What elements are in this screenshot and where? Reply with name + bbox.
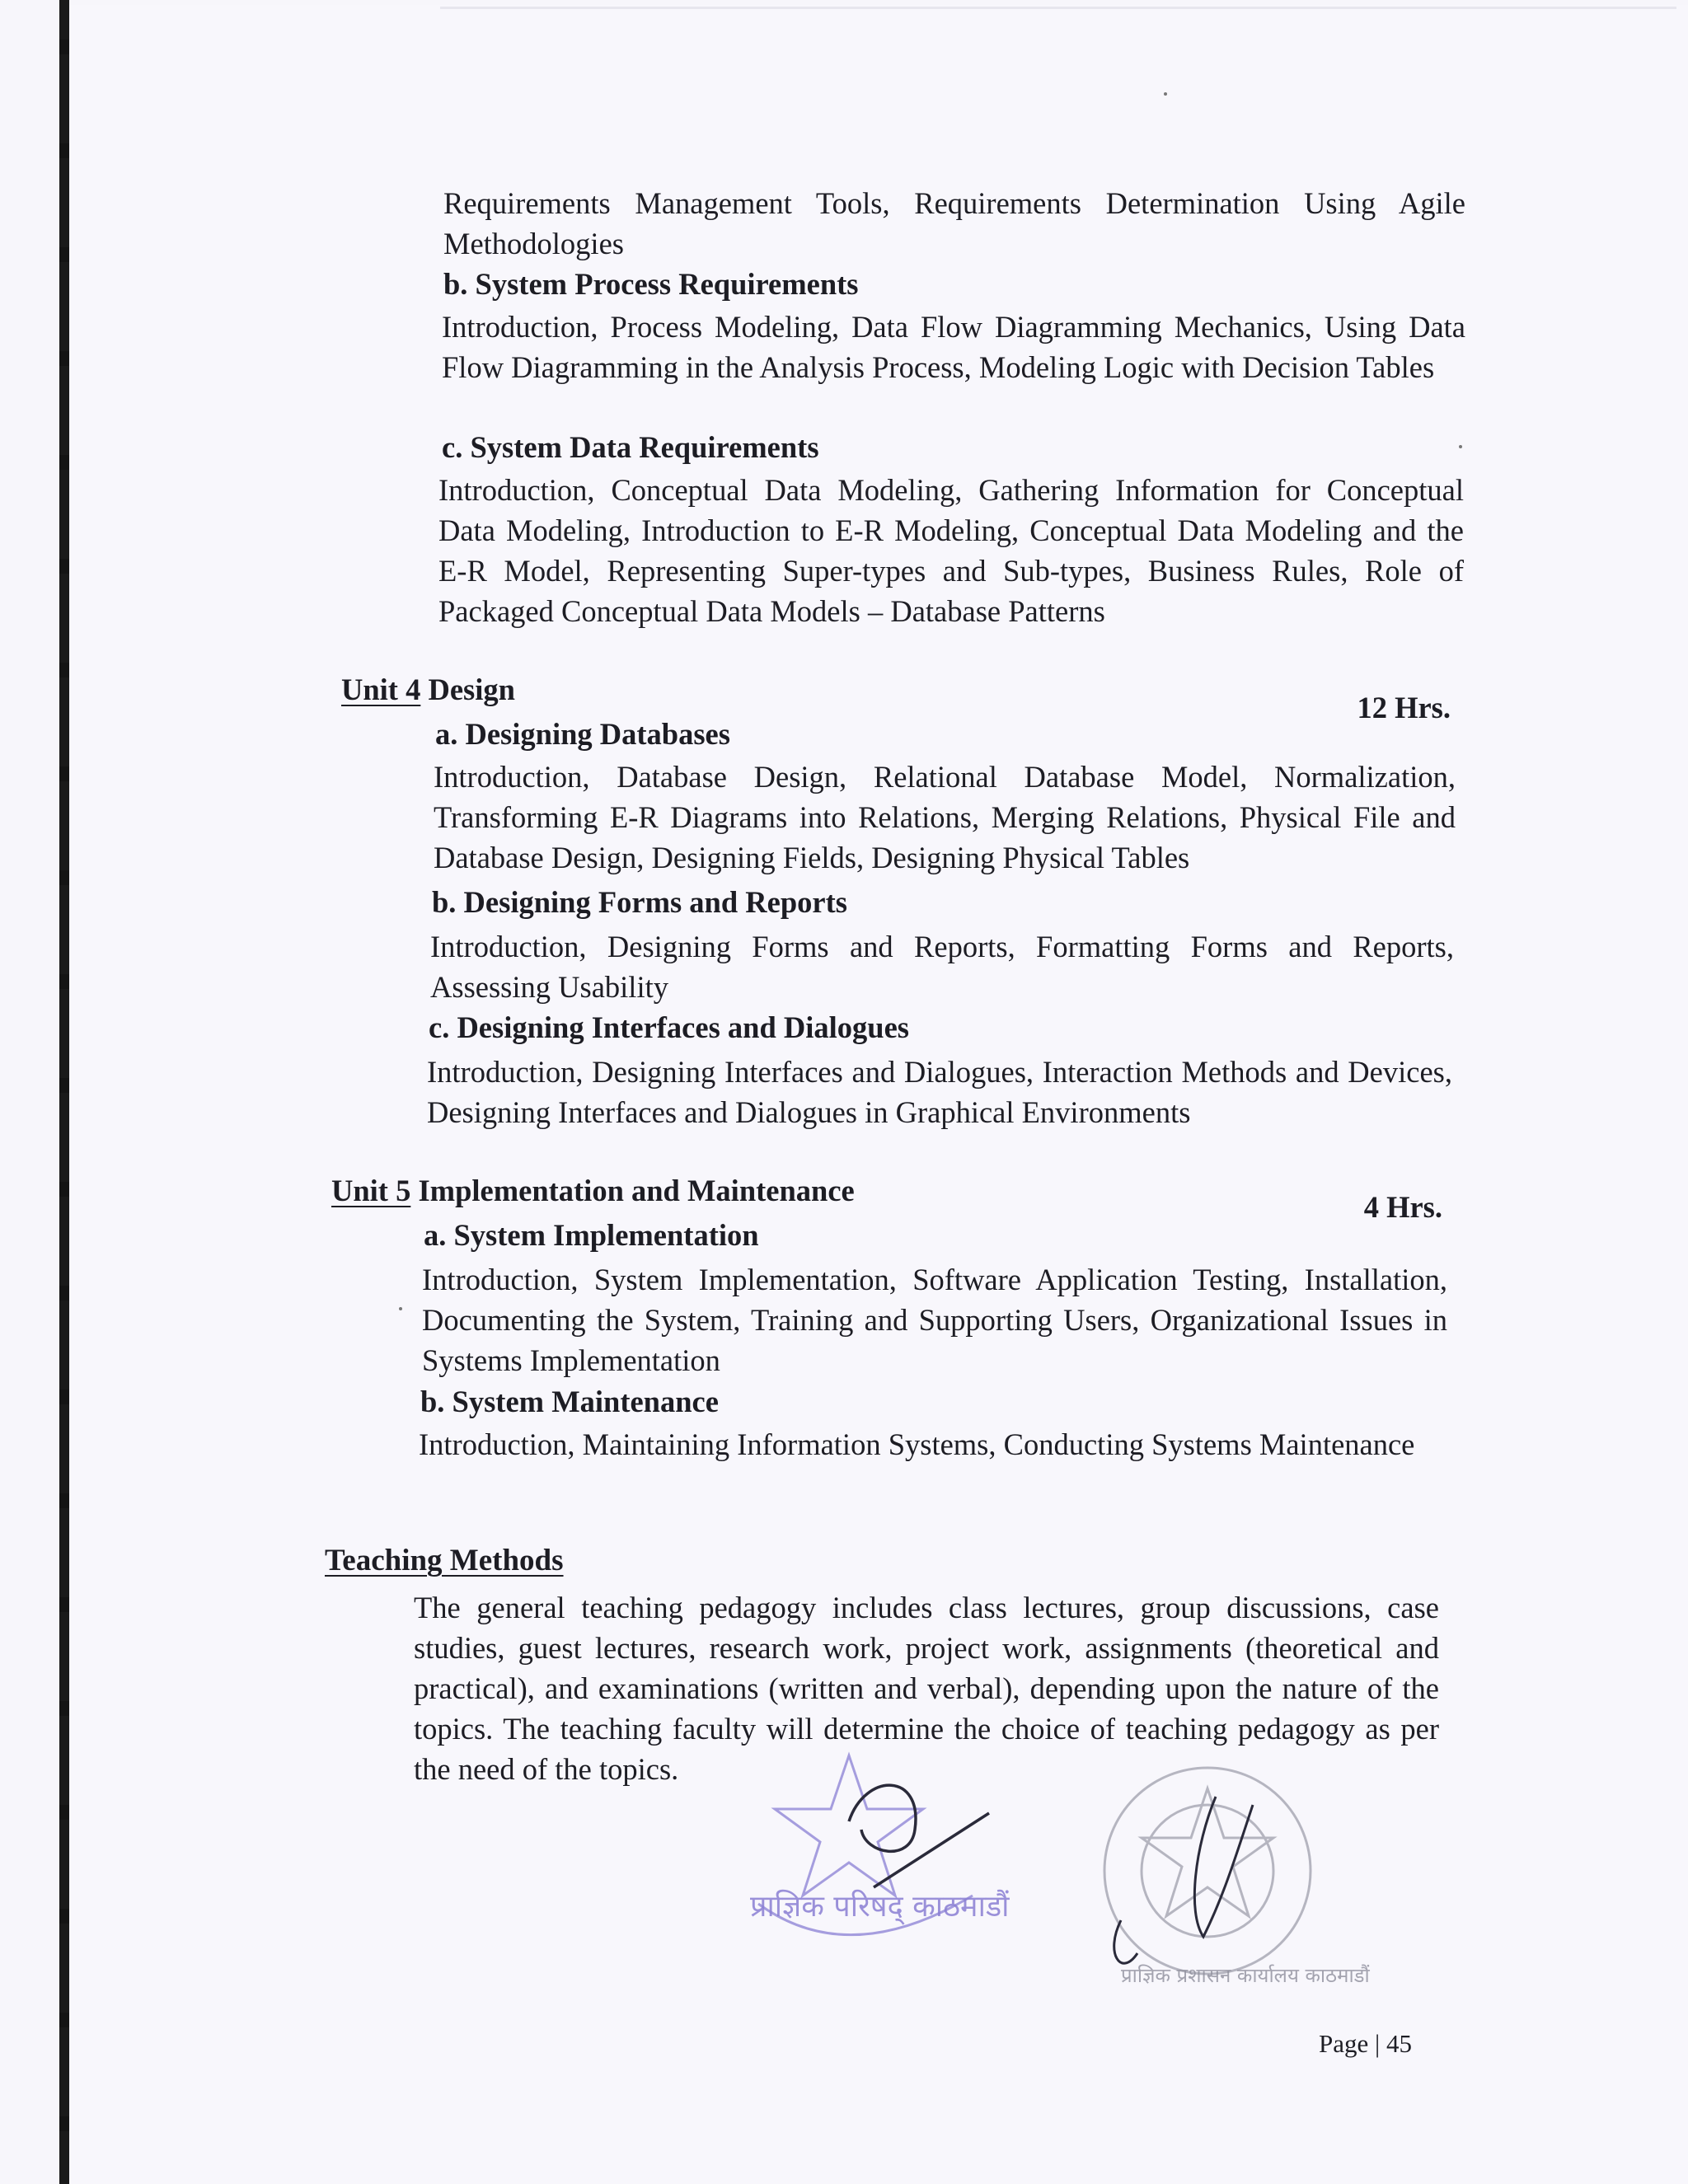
unit5-title: Implementation and Maintenance xyxy=(418,1174,855,1207)
unit3-section-b-body: Introduction, Process Modeling, Data Flow Diagramming Mechanics, Using Data Flow Diagramming in the Analysis Process, Modeling Logic with Decision Tables xyxy=(442,310,1465,384)
unit3-section-c-body: Introduction, Conceptual Data Modeling, Gathering Information for Conceptual Data Modeling, Introduction to E-R Modeling, Conceptual Data Modeling and the E-R Model, Representing Super-types and Sub-types, Business Rules, Role of Packaged Conceptual Data Models – Database Patterns xyxy=(438,473,1464,628)
unit3-section-b-heading: b. System Process Requirements xyxy=(443,267,859,301)
unit5-section-b-heading: b. System Maintenance xyxy=(420,1385,719,1418)
unit5-label: Unit 5 xyxy=(331,1174,411,1207)
right-stamp-seal xyxy=(1071,1747,1370,2011)
left-stamp-text: प्राज्ञिक परिषद् काठमाडौं xyxy=(750,1890,1010,1924)
unit4-section-b-heading: b. Designing Forms and Reports xyxy=(432,885,847,919)
unit4-label: Unit 4 xyxy=(341,673,421,706)
unit5-header xyxy=(331,1170,855,1211)
unit4-section-a-heading: a. Designing Databases xyxy=(435,717,730,751)
left-signature xyxy=(849,1785,989,1887)
unit4-section-c-body: Introduction, Designing Interfaces and Dialogues, Interaction Methods and Devices, Designing Interfaces and Dialogues in Graphical Environments xyxy=(427,1055,1452,1129)
page-number: Page | 45 xyxy=(1319,2029,1412,2058)
unit4-section-c-heading: c. Designing Interfaces and Dialogues xyxy=(429,1010,909,1044)
left-stamp-seal xyxy=(725,1739,1022,1986)
unit4-section-a-body: Introduction, Database Design, Relational Database Model, Normalization, Transforming E-R Diagrams into Relations, Merging Relations, Physical File and Database Design, Designing Fields, Designing Physical Tables xyxy=(434,760,1456,874)
unit4-header xyxy=(341,669,515,710)
unit5-hours: 4 Hrs. xyxy=(1363,1190,1442,1224)
speck xyxy=(1164,92,1167,96)
unit5-section-a-body: Introduction, System Implementation, Software Application Testing, Installation, Documenting the System, Training and Supporting Users, Organizational Issues in Systems Implementation xyxy=(422,1263,1447,1377)
carryover-text: Requirements Management Tools, Requirements Determination Using Agile Methodologies xyxy=(443,186,1465,260)
unit4-title: Design xyxy=(428,673,515,706)
teaching-methods-title: Teaching Methods xyxy=(325,1544,564,1577)
unit3-section-c-heading: c. System Data Requirements xyxy=(442,430,819,464)
unit4-hours: 12 Hrs. xyxy=(1357,691,1451,724)
speck xyxy=(1459,445,1462,448)
unit5-section-a-heading: a. System Implementation xyxy=(424,1218,759,1252)
unit5-section-b-body: Introduction, Maintaining Information Systems, Conducting Systems Maintenance xyxy=(419,1427,1415,1461)
teaching-methods-body: The general teaching pedagogy includes class lectures, group discussions, case studies, guest lectures, research work, project work, assignments (theoretical and practical), and examinations (written and verbal), depending upon the nature of the topics. The teaching faculty will determine the choice of teaching pedagogy as per the need of the topics. xyxy=(414,1591,1439,1786)
right-signature xyxy=(1114,1797,1253,1963)
unit4-section-b-body: Introduction, Designing Forms and Reports, Formatting Forms and Reports, Assessing Usability xyxy=(430,930,1454,1004)
right-stamp-text: प्राज्ञिक प्रशासन कार्यालय काठमाडौं xyxy=(1121,1964,1370,1987)
speck xyxy=(399,1307,402,1310)
